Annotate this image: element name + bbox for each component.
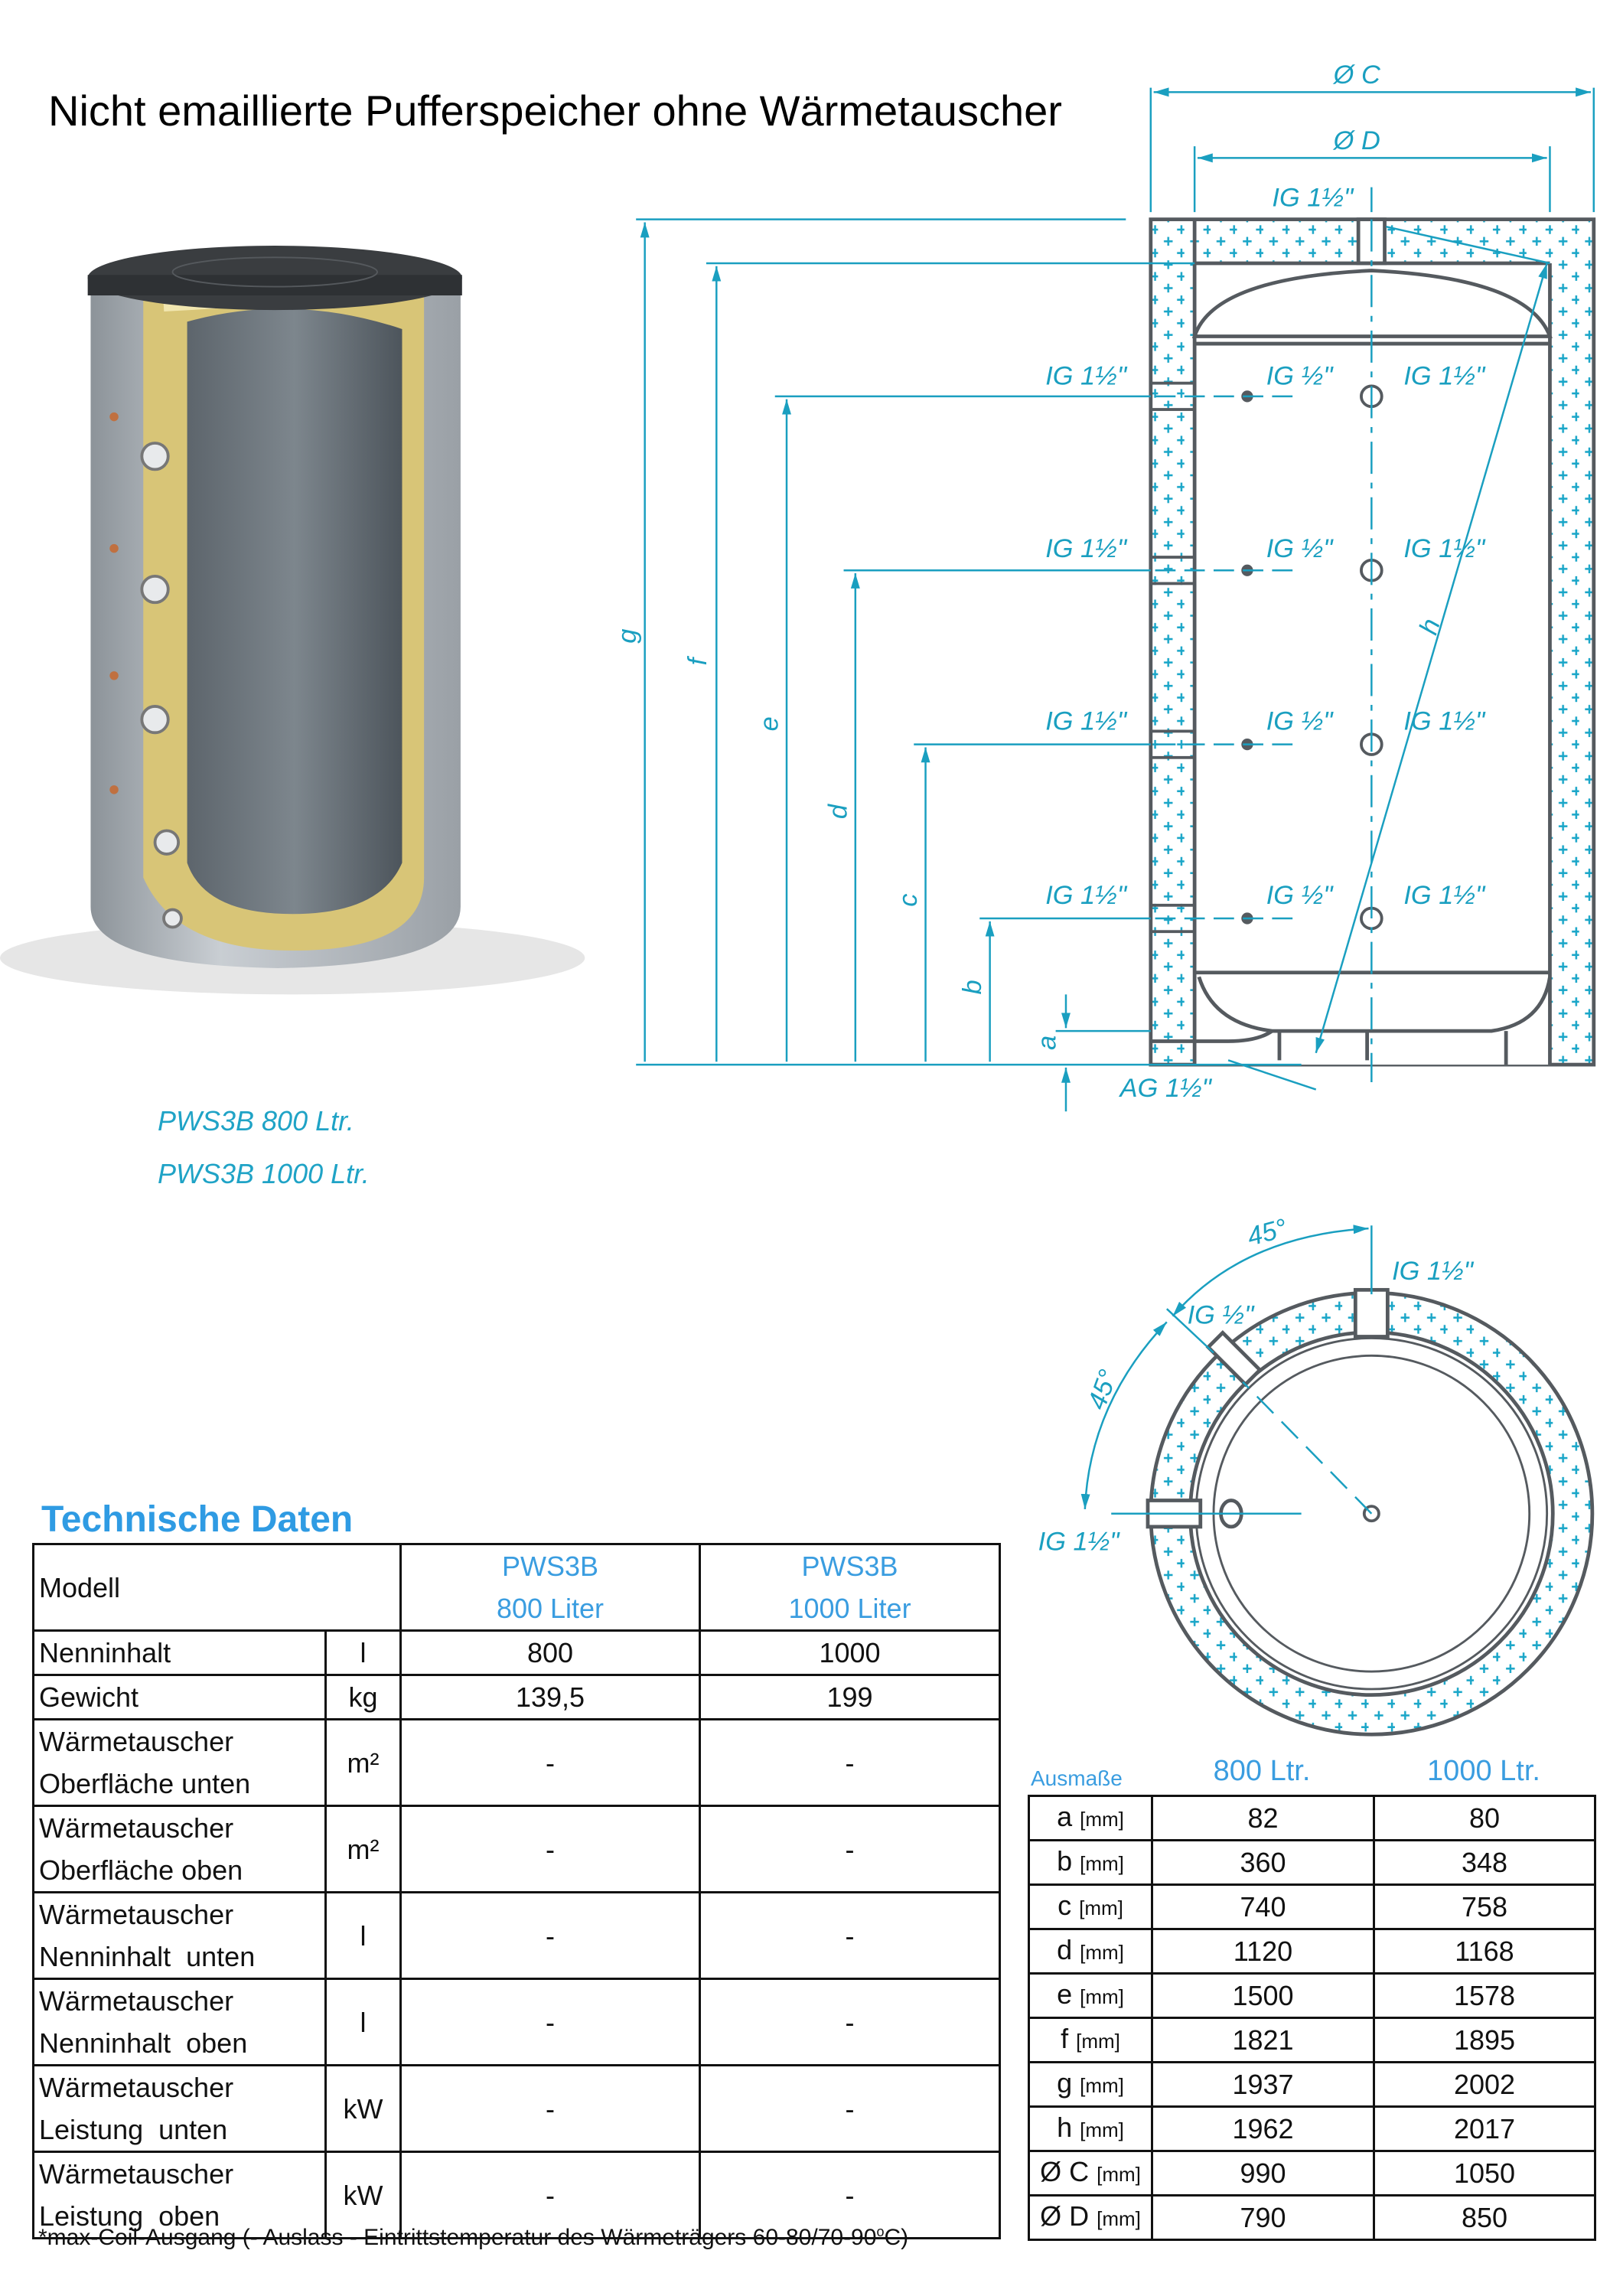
dimension-letter: Ø D (1040, 2200, 1090, 2232)
row-label-line2: Leistung oben (39, 2200, 220, 2232)
dimension-letter: c (1058, 1890, 1072, 1921)
footnote-text: *max-Coil-Ausgang (- Auslass - Eintrittstemperatur des Wärmeträgers 60-80/70-90 (38, 2225, 877, 2250)
tank-product-image (0, 246, 585, 994)
value-800: 740 (1152, 1885, 1374, 1929)
dimension-label (1029, 1796, 1152, 1841)
table-row (34, 1631, 1000, 1675)
footnote-sup: o (876, 2224, 885, 2239)
row-unit: kg (326, 1675, 401, 1720)
table-row (34, 1979, 1000, 2066)
dimension-unit: [mm] (1097, 2163, 1141, 2186)
model-label-800: PWS3B 800 Ltr. (158, 1105, 354, 1137)
row-label-line2: Oberfläche oben (39, 1854, 243, 1886)
dimension-letter: b (1057, 1845, 1073, 1877)
value-1000: - (700, 1720, 1000, 1806)
table-row (34, 1806, 1000, 1893)
value-1000: 2002 (1374, 2063, 1595, 2107)
row-unit: l (326, 1893, 401, 1979)
value-1000: 1168 (1374, 1929, 1595, 1974)
row-label (34, 1979, 326, 2066)
row-unit: l (326, 1631, 401, 1675)
value-1000: - (700, 2152, 1000, 2239)
dimension-label (1029, 2107, 1152, 2151)
row-unit: m² (326, 1720, 401, 1806)
value-1000: - (700, 2066, 1000, 2152)
dimension-label (1029, 1841, 1152, 1885)
row-label-line1: Gewicht (39, 1681, 139, 1713)
value-1000: 1895 (1374, 2018, 1595, 2063)
dim-b-label: b (958, 980, 988, 995)
value-800: - (401, 1979, 700, 2066)
value-800: - (401, 2066, 700, 2152)
table-row (1029, 2196, 1595, 2240)
conn-mid-1: IG ½" (1266, 361, 1333, 391)
dia-c-label: Ø C (1333, 60, 1380, 90)
value-800: 800 (401, 1631, 700, 1675)
row-label (34, 1631, 326, 1675)
row-label-line1: Nenninhalt (39, 1637, 171, 1668)
row-label (34, 1893, 326, 1979)
top-connection-label: IG 1½" (1272, 183, 1354, 213)
value-1000: 348 (1374, 1841, 1595, 1885)
model-800-header (401, 1544, 700, 1631)
dimension-letter: e (1057, 1978, 1073, 2010)
conn-left-3: IG 1½" (1045, 706, 1127, 736)
table-row (34, 1893, 1000, 1979)
dimension-letter: a (1057, 1801, 1073, 1832)
angle-label-2: 45° (1082, 1365, 1123, 1414)
table-row (1029, 2151, 1595, 2196)
conn-right-2: IG 1½" (1403, 534, 1485, 564)
dim-e-label: e (754, 716, 784, 732)
conn-left-2: IG 1½" (1045, 534, 1127, 564)
model-header: Modell (34, 1544, 401, 1631)
model-name: PWS3B (501, 1551, 599, 1582)
dim-a-label: a (1032, 1035, 1062, 1050)
dimension-label (1029, 2063, 1152, 2107)
table-header-row (34, 1544, 1000, 1631)
dia-d-label: Ø D (1333, 126, 1380, 155)
value-800: - (401, 2152, 700, 2239)
angle-label-1: 45° (1243, 1213, 1291, 1252)
value-1000: 199 (700, 1675, 1000, 1720)
row-label-line2: Leistung unten (39, 2114, 228, 2145)
dimensions-col-1000: 1000 Ltr. (1427, 1755, 1540, 1787)
table-row (1029, 1841, 1595, 1885)
value-800: 1120 (1152, 1929, 1374, 1974)
dimension-unit: [mm] (1076, 2030, 1120, 2053)
table-row (1029, 1885, 1595, 1929)
conn-mid-3: IG ½" (1266, 706, 1333, 736)
value-1000: 758 (1374, 1885, 1595, 1929)
row-label-line2: Nenninhalt oben (39, 2027, 248, 2059)
dimension-unit: [mm] (1080, 1941, 1124, 1964)
conn-right-1: IG 1½" (1403, 361, 1485, 391)
dimension-letter: g (1057, 2067, 1073, 2099)
value-800: - (401, 1720, 700, 1806)
conn-right-4: IG 1½" (1403, 880, 1485, 910)
value-1000: 1050 (1374, 2151, 1595, 2196)
value-1000: 850 (1374, 2196, 1595, 2240)
model-label-1000: PWS3B 1000 Ltr. (158, 1158, 370, 1189)
row-label-line2: Oberfläche unten (39, 1768, 251, 1799)
row-label (34, 1806, 326, 1893)
row-label-line1: Wärmetauscher (39, 1899, 234, 1930)
table-row (34, 1675, 1000, 1720)
dimension-label (1029, 1885, 1152, 1929)
table-row (1029, 2018, 1595, 2063)
value-800: 1821 (1152, 2018, 1374, 2063)
dimension-unit: [mm] (1080, 2118, 1124, 2141)
top-view-mid-label: IG ½" (1187, 1300, 1254, 1330)
model-volume: 1000 Liter (788, 1593, 911, 1624)
table-row (34, 2066, 1000, 2152)
value-1000: - (700, 1893, 1000, 1979)
row-label-line1: Wärmetauscher (39, 2158, 234, 2190)
value-1000: - (700, 1979, 1000, 2066)
value-1000: 1000 (700, 1631, 1000, 1675)
value-800: 139,5 (401, 1675, 700, 1720)
row-unit: l (326, 1979, 401, 2066)
dim-f-label: f (683, 657, 712, 666)
dimension-letter: f (1061, 2023, 1069, 2054)
dim-g-label: g (613, 628, 643, 644)
row-label (34, 1675, 326, 1720)
row-label (34, 1720, 326, 1806)
row-unit: m² (326, 1806, 401, 1893)
dimensions-col-800: 800 Ltr. (1213, 1755, 1311, 1787)
value-1000: - (700, 1806, 1000, 1893)
dimension-label (1029, 1929, 1152, 1974)
conn-left-1: IG 1½" (1045, 361, 1127, 391)
value-800: - (401, 1893, 700, 1979)
row-label-line1: Wärmetauscher (39, 1726, 234, 1757)
conn-right-3: IG 1½" (1403, 706, 1485, 736)
dimension-letter: h (1057, 2112, 1073, 2143)
tech-data-table (32, 1543, 1001, 2239)
dim-h-label: h (1413, 615, 1446, 638)
row-unit: kW (326, 2066, 401, 2152)
row-label-line1: Wärmetauscher (39, 1985, 234, 2017)
top-view-left-label: IG 1½" (1038, 1527, 1119, 1557)
dimension-label (1029, 2196, 1152, 2240)
conn-left-4: IG 1½" (1045, 880, 1127, 910)
value-1000: 1578 (1374, 1974, 1595, 2018)
top-view-drawing (1038, 1214, 1592, 1735)
row-label-line1: Wärmetauscher (39, 1812, 234, 1844)
dimension-unit: [mm] (1079, 1896, 1123, 1919)
value-800: 1962 (1152, 2107, 1374, 2151)
row-label-line2: Nenninhalt unten (39, 1941, 256, 1972)
value-800: 1937 (1152, 2063, 1374, 2107)
model-1000-header (700, 1544, 1000, 1631)
value-800: 82 (1152, 1796, 1374, 1841)
dimension-unit: [mm] (1080, 1808, 1124, 1831)
dimensions-table (1028, 1795, 1596, 2241)
value-800: - (401, 1806, 700, 1893)
model-volume: 800 Liter (496, 1593, 605, 1624)
dimension-unit: [mm] (1080, 2074, 1124, 2097)
tech-data-title: Technische Daten (41, 1499, 354, 1540)
conn-mid-4: IG ½" (1266, 880, 1333, 910)
bottom-outlet-label: AG 1½" (1119, 1074, 1211, 1104)
dimension-unit: [mm] (1080, 1985, 1124, 2008)
model-name: PWS3B (801, 1551, 898, 1582)
top-view-top-label: IG 1½" (1392, 1256, 1473, 1286)
table-row (1029, 1929, 1595, 1974)
table-row (34, 1720, 1000, 1806)
value-1000: 2017 (1374, 2107, 1595, 2151)
footnote (38, 2224, 908, 2251)
dimension-letter: d (1057, 1934, 1073, 1965)
dimension-letter: Ø C (1040, 2156, 1090, 2187)
table-row (1029, 1796, 1595, 1841)
table-row (1029, 2063, 1595, 2107)
dimension-label (1029, 1974, 1152, 2018)
conn-mid-2: IG ½" (1266, 534, 1333, 564)
value-800: 990 (1152, 2151, 1374, 2196)
dim-d-label: d (823, 804, 853, 820)
dim-c-label: c (894, 893, 924, 907)
value-800: 790 (1152, 2196, 1374, 2240)
footnote-end: C) (884, 2225, 909, 2250)
page-title: Nicht emaillierte Pufferspeicher ohne Wärmetauscher (48, 86, 1062, 135)
row-unit: kW (326, 2152, 401, 2239)
dimension-label (1029, 2151, 1152, 2196)
value-800: 360 (1152, 1841, 1374, 1885)
table-row (1029, 1974, 1595, 2018)
dimension-unit: [mm] (1080, 1852, 1124, 1875)
value-800: 1500 (1152, 1974, 1374, 2018)
table-row (1029, 2107, 1595, 2151)
value-1000: 80 (1374, 1796, 1595, 1841)
row-label (34, 2066, 326, 2152)
dimension-unit: [mm] (1097, 2207, 1141, 2230)
row-label-line1: Wärmetauscher (39, 2072, 234, 2103)
dimensions-header: Ausmaße (1031, 1766, 1123, 1790)
dimension-label (1029, 2018, 1152, 2063)
